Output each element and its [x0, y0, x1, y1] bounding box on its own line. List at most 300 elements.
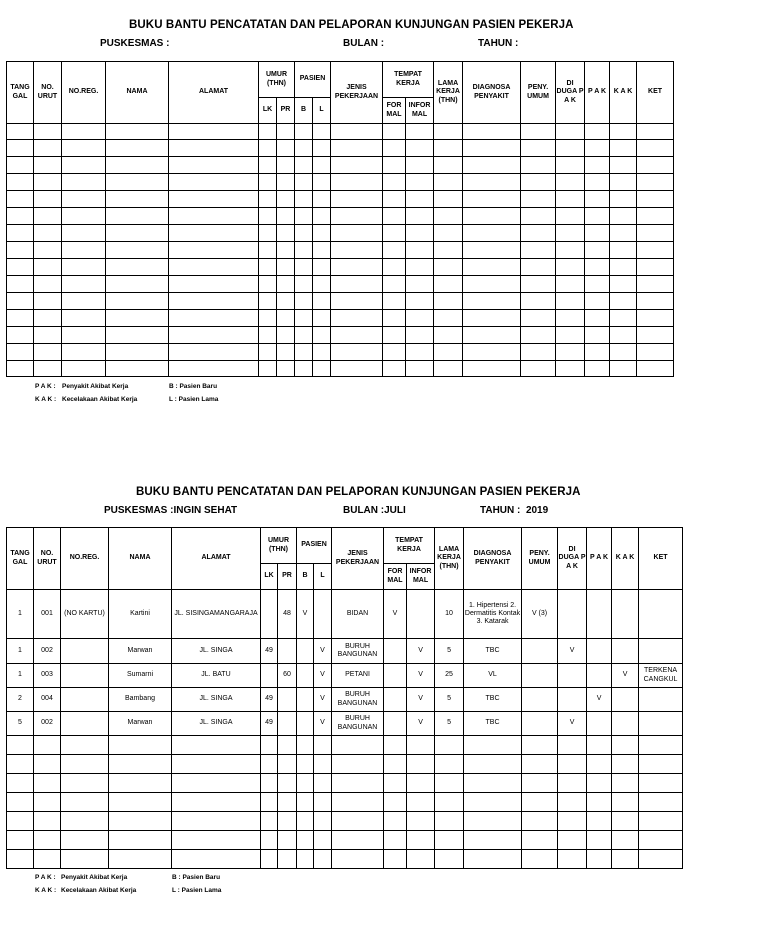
cell-l: V — [314, 639, 332, 664]
cell-nama: Bambang — [109, 688, 172, 712]
cell-formal — [384, 850, 407, 869]
cell-alamat — [169, 293, 259, 310]
cell-alamat — [169, 310, 259, 327]
cell-tgl — [7, 242, 34, 259]
cell-kak — [610, 174, 637, 191]
table-row — [7, 736, 683, 755]
cell-l — [313, 293, 331, 310]
cell-lk — [259, 174, 277, 191]
cell-no — [34, 327, 62, 344]
cell-jenis — [331, 174, 383, 191]
cell-umum — [521, 327, 556, 344]
cell-l — [314, 831, 332, 850]
table-row — [7, 361, 674, 377]
cell-umum — [522, 774, 558, 793]
cell-nama: Marwan — [109, 639, 172, 664]
cell-pr — [278, 688, 297, 712]
cell-diag — [463, 293, 521, 310]
cell-duga — [556, 140, 585, 157]
visit-table-1 — [6, 61, 674, 377]
cell-b — [295, 157, 313, 174]
cell-alamat — [172, 774, 261, 793]
cell-informal — [406, 208, 434, 225]
cell-ket — [637, 124, 674, 140]
cell-jenis — [332, 812, 384, 831]
cell-diag: VL — [464, 664, 522, 688]
cell-lama — [435, 831, 464, 850]
cell-diag — [463, 242, 521, 259]
cell-tgl — [7, 140, 34, 157]
cell-umum — [521, 191, 556, 208]
cell-l — [314, 793, 332, 812]
header-umur: UMUR (THN) — [259, 62, 295, 98]
header-peny-umum: PENY. UMUM — [522, 528, 558, 590]
cell-pr — [277, 327, 295, 344]
header-jenis-pekerjaan: JENIS PEKERJAAN — [331, 62, 383, 124]
cell-no — [34, 755, 61, 774]
form-2-puskesmas — [104, 505, 237, 516]
cell-lk — [259, 276, 277, 293]
cell-pr — [277, 140, 295, 157]
cell-duga — [556, 259, 585, 276]
cell-alamat — [172, 755, 261, 774]
header-ket: KET — [639, 528, 683, 590]
cell-tgl — [7, 157, 34, 174]
table-row — [7, 225, 674, 242]
tahun-label: TAHUN : — [480, 505, 521, 516]
cell-no — [34, 157, 62, 174]
header-b: B — [295, 98, 313, 124]
cell-b — [295, 208, 313, 225]
cell-lk — [261, 590, 278, 639]
header-tanggal: TANG GAL — [7, 528, 34, 590]
cell-no — [34, 276, 62, 293]
cell-jenis — [331, 276, 383, 293]
cell-formal — [383, 276, 406, 293]
cell-b — [295, 310, 313, 327]
cell-informal — [407, 590, 435, 639]
cell-diag — [463, 310, 521, 327]
cell-alamat — [169, 174, 259, 191]
cell-duga — [556, 225, 585, 242]
cell-no — [34, 124, 62, 140]
cell-reg — [61, 793, 109, 812]
cell-tgl — [7, 310, 34, 327]
cell-no: 004 — [34, 688, 61, 712]
cell-informal — [406, 157, 434, 174]
cell-pak — [585, 276, 610, 293]
cell-jenis: PETANI — [332, 664, 384, 688]
cell-informal: V — [407, 712, 435, 736]
cell-pr — [277, 124, 295, 140]
cell-duga — [558, 664, 587, 688]
cell-jenis — [331, 293, 383, 310]
header-peny-umum: PENY. UMUM — [521, 62, 556, 124]
header-di-duga-pak: DI DUGA P A K — [556, 62, 585, 124]
cell-informal — [406, 361, 434, 377]
cell-reg — [62, 157, 106, 174]
cell-pr — [277, 242, 295, 259]
cell-lk — [259, 242, 277, 259]
cell-ket — [639, 850, 683, 869]
cell-alamat — [169, 361, 259, 377]
cell-diag — [463, 174, 521, 191]
cell-ket — [639, 590, 683, 639]
cell-informal — [406, 327, 434, 344]
cell-l: V — [314, 712, 332, 736]
cell-duga — [558, 793, 587, 812]
cell-duga — [556, 293, 585, 310]
cell-no: 001 — [34, 590, 61, 639]
cell-nama — [106, 191, 169, 208]
cell-tgl — [7, 225, 34, 242]
header-nama: NAMA — [109, 528, 172, 590]
cell-formal — [383, 327, 406, 344]
cell-formal — [383, 225, 406, 242]
cell-lama: 5 — [435, 639, 464, 664]
cell-kak — [612, 755, 639, 774]
cell-b — [297, 812, 314, 831]
cell-jenis: BIDAN — [332, 590, 384, 639]
header-no-reg: NO.REG. — [62, 62, 106, 124]
cell-diag — [463, 276, 521, 293]
cell-l: V — [314, 664, 332, 688]
cell-informal — [406, 124, 434, 140]
cell-b — [295, 225, 313, 242]
header-lama-kerja: LAMA KERJA (THN) — [434, 62, 463, 124]
legend-pak-text: Penyakit Akibat Kerja — [62, 383, 129, 390]
cell-reg — [62, 327, 106, 344]
cell-pak — [587, 639, 612, 664]
cell-pak — [587, 774, 612, 793]
cell-b — [295, 174, 313, 191]
cell-tgl — [7, 793, 34, 812]
cell-ket — [637, 225, 674, 242]
cell-alamat: JL. SINGA — [172, 688, 261, 712]
cell-duga — [556, 191, 585, 208]
cell-jenis: BURUH BANGUNAN — [332, 712, 384, 736]
header-pr: PR — [277, 98, 295, 124]
cell-jenis — [331, 361, 383, 377]
cell-duga — [558, 774, 587, 793]
cell-lk — [259, 327, 277, 344]
cell-alamat — [169, 344, 259, 361]
cell-diag — [463, 191, 521, 208]
cell-no — [34, 225, 62, 242]
cell-lama: 25 — [435, 664, 464, 688]
cell-l — [314, 590, 332, 639]
cell-nama — [106, 259, 169, 276]
cell-tgl — [7, 774, 34, 793]
cell-duga — [558, 755, 587, 774]
cell-umum — [522, 831, 558, 850]
cell-diag — [464, 736, 522, 755]
cell-tgl: 2 — [7, 688, 34, 712]
cell-lama — [434, 276, 463, 293]
cell-umum — [521, 124, 556, 140]
cell-jenis — [331, 225, 383, 242]
cell-no: 002 — [34, 712, 61, 736]
cell-lama — [434, 242, 463, 259]
cell-jenis — [331, 327, 383, 344]
cell-ket — [639, 639, 683, 664]
cell-reg — [61, 812, 109, 831]
cell-tgl — [7, 736, 34, 755]
cell-umum: V (3) — [522, 590, 558, 639]
cell-l — [313, 276, 331, 293]
cell-duga — [558, 850, 587, 869]
cell-diag — [463, 344, 521, 361]
cell-pak — [587, 664, 612, 688]
cell-lama — [434, 208, 463, 225]
cell-b — [295, 293, 313, 310]
cell-pr — [278, 774, 297, 793]
cell-informal: V — [407, 664, 435, 688]
cell-l — [313, 327, 331, 344]
cell-lama: 5 — [435, 712, 464, 736]
cell-lama — [434, 344, 463, 361]
cell-kak: V — [612, 664, 639, 688]
cell-b — [297, 793, 314, 812]
header-alamat: ALAMAT — [169, 62, 259, 124]
cell-pak — [587, 590, 612, 639]
cell-diag — [463, 225, 521, 242]
cell-formal — [383, 174, 406, 191]
legend-kak-text: Kecelakaan Akibat Kerja — [61, 886, 137, 894]
cell-alamat — [169, 140, 259, 157]
cell-lk — [259, 259, 277, 276]
cell-pak — [585, 327, 610, 344]
cell-reg — [62, 310, 106, 327]
cell-umum — [522, 793, 558, 812]
header-tempat-kerja: TEMPAT KERJA — [384, 528, 435, 564]
cell-l: V — [314, 688, 332, 712]
cell-pak — [585, 140, 610, 157]
table-row — [7, 259, 674, 276]
cell-reg — [62, 361, 106, 377]
cell-lk — [261, 850, 278, 869]
cell-nama — [106, 174, 169, 191]
cell-alamat — [172, 850, 261, 869]
cell-lk — [261, 831, 278, 850]
cell-alamat: JL. SINGA — [172, 639, 261, 664]
cell-l — [313, 310, 331, 327]
cell-diag — [463, 157, 521, 174]
cell-ket — [639, 736, 683, 755]
cell-duga — [556, 310, 585, 327]
cell-lk — [261, 793, 278, 812]
form-2-tahun — [480, 505, 548, 516]
cell-formal — [384, 736, 407, 755]
table-row — [7, 157, 674, 174]
cell-kak — [610, 344, 637, 361]
cell-jenis — [331, 157, 383, 174]
cell-umum — [522, 736, 558, 755]
cell-reg — [62, 208, 106, 225]
header-diagnosa: DIAGNOSA PENYAKIT — [463, 62, 521, 124]
cell-tgl: 5 — [7, 712, 34, 736]
cell-b — [297, 850, 314, 869]
puskesmas-label: PUSKESMAS : — [100, 38, 170, 49]
legend-pak-key: P A K : — [35, 874, 56, 881]
cell-diag: TBC — [464, 639, 522, 664]
cell-reg — [62, 191, 106, 208]
cell-formal — [384, 774, 407, 793]
cell-tgl — [7, 259, 34, 276]
cell-reg — [62, 140, 106, 157]
cell-diag — [463, 208, 521, 225]
cell-nama — [106, 344, 169, 361]
cell-lk — [259, 310, 277, 327]
header-tempat-kerja: TEMPAT KERJA — [383, 62, 434, 98]
cell-diag: TBC — [464, 712, 522, 736]
cell-b — [295, 140, 313, 157]
cell-pak — [585, 191, 610, 208]
cell-umum — [522, 712, 558, 736]
cell-pak — [585, 208, 610, 225]
header-no-urut: NO. URUT — [34, 62, 62, 124]
header-lk: LK — [261, 564, 278, 590]
table-row — [7, 831, 683, 850]
cell-tgl — [7, 191, 34, 208]
cell-nama — [106, 157, 169, 174]
cell-jenis — [331, 208, 383, 225]
cell-b — [295, 242, 313, 259]
cell-diag — [463, 259, 521, 276]
cell-nama — [106, 124, 169, 140]
cell-umum — [521, 208, 556, 225]
tahun-value: 2019 — [525, 505, 549, 516]
cell-lk — [259, 157, 277, 174]
cell-formal — [384, 712, 407, 736]
cell-jenis — [332, 736, 384, 755]
cell-nama — [106, 140, 169, 157]
cell-alamat: JL. SISINGAMANGARAJA — [172, 590, 261, 639]
form-1-bulan — [343, 38, 384, 49]
cell-lama: 10 — [435, 590, 464, 639]
cell-tgl — [7, 293, 34, 310]
table-row — [7, 774, 683, 793]
cell-kak — [612, 639, 639, 664]
cell-diag — [463, 327, 521, 344]
cell-pr — [278, 831, 297, 850]
cell-kak — [612, 850, 639, 869]
cell-lama — [434, 174, 463, 191]
cell-ket — [637, 344, 674, 361]
cell-duga — [558, 688, 587, 712]
header-formal: FOR MAL — [384, 564, 407, 590]
cell-formal — [384, 664, 407, 688]
cell-ket — [637, 140, 674, 157]
cell-lk — [261, 736, 278, 755]
cell-formal — [384, 812, 407, 831]
cell-jenis — [332, 755, 384, 774]
cell-formal — [383, 191, 406, 208]
cell-pr — [278, 755, 297, 774]
cell-nama — [109, 812, 172, 831]
form-1-tahun — [478, 38, 518, 49]
table-row — [7, 293, 674, 310]
cell-formal — [383, 242, 406, 259]
cell-pak — [585, 124, 610, 140]
cell-pr — [278, 793, 297, 812]
cell-ket — [639, 712, 683, 736]
cell-ket — [639, 793, 683, 812]
cell-lama — [434, 327, 463, 344]
cell-kak — [610, 242, 637, 259]
cell-pak — [585, 174, 610, 191]
cell-duga — [556, 208, 585, 225]
cell-ket — [637, 174, 674, 191]
cell-formal — [384, 793, 407, 812]
cell-ket — [637, 276, 674, 293]
cell-informal — [406, 174, 434, 191]
cell-no — [34, 259, 62, 276]
cell-reg — [62, 276, 106, 293]
table-row — [7, 242, 674, 259]
cell-no — [34, 812, 61, 831]
cell-duga — [558, 736, 587, 755]
cell-kak — [612, 590, 639, 639]
cell-pak — [585, 361, 610, 377]
cell-lama — [434, 140, 463, 157]
cell-umum — [521, 310, 556, 327]
cell-nama: Marwan — [109, 712, 172, 736]
cell-no: 003 — [34, 664, 61, 688]
cell-kak — [612, 712, 639, 736]
cell-ket — [639, 688, 683, 712]
cell-ket — [639, 755, 683, 774]
cell-formal — [383, 157, 406, 174]
legend-kak-key: K A K : — [35, 886, 57, 894]
cell-reg — [61, 639, 109, 664]
cell-diag — [463, 361, 521, 377]
cell-ket — [637, 327, 674, 344]
cell-ket: TERKENA CANGKUL — [639, 664, 683, 688]
table-row — [7, 310, 674, 327]
header-no-reg: NO.REG. — [61, 528, 109, 590]
header-b: B — [297, 564, 314, 590]
cell-tgl — [7, 755, 34, 774]
cell-reg — [61, 850, 109, 869]
cell-alamat: JL. SINGA — [172, 712, 261, 736]
cell-pr — [278, 812, 297, 831]
cell-tgl — [7, 361, 34, 377]
cell-jenis — [332, 831, 384, 850]
form-2-bulan — [343, 505, 406, 516]
cell-formal — [383, 259, 406, 276]
cell-lk: 49 — [261, 639, 278, 664]
cell-ket — [639, 831, 683, 850]
cell-pak — [585, 225, 610, 242]
cell-b — [297, 736, 314, 755]
cell-kak — [610, 208, 637, 225]
cell-lama — [435, 774, 464, 793]
cell-pak — [585, 293, 610, 310]
cell-l — [314, 812, 332, 831]
cell-umum — [522, 850, 558, 869]
cell-pr — [278, 712, 297, 736]
cell-reg — [61, 688, 109, 712]
cell-umum — [521, 276, 556, 293]
cell-nama — [106, 242, 169, 259]
cell-umum — [521, 361, 556, 377]
legend-pak-text: Penyakit Akibat Kerja — [61, 874, 128, 881]
cell-l — [313, 174, 331, 191]
cell-umum — [522, 639, 558, 664]
cell-informal — [406, 310, 434, 327]
cell-b — [297, 774, 314, 793]
